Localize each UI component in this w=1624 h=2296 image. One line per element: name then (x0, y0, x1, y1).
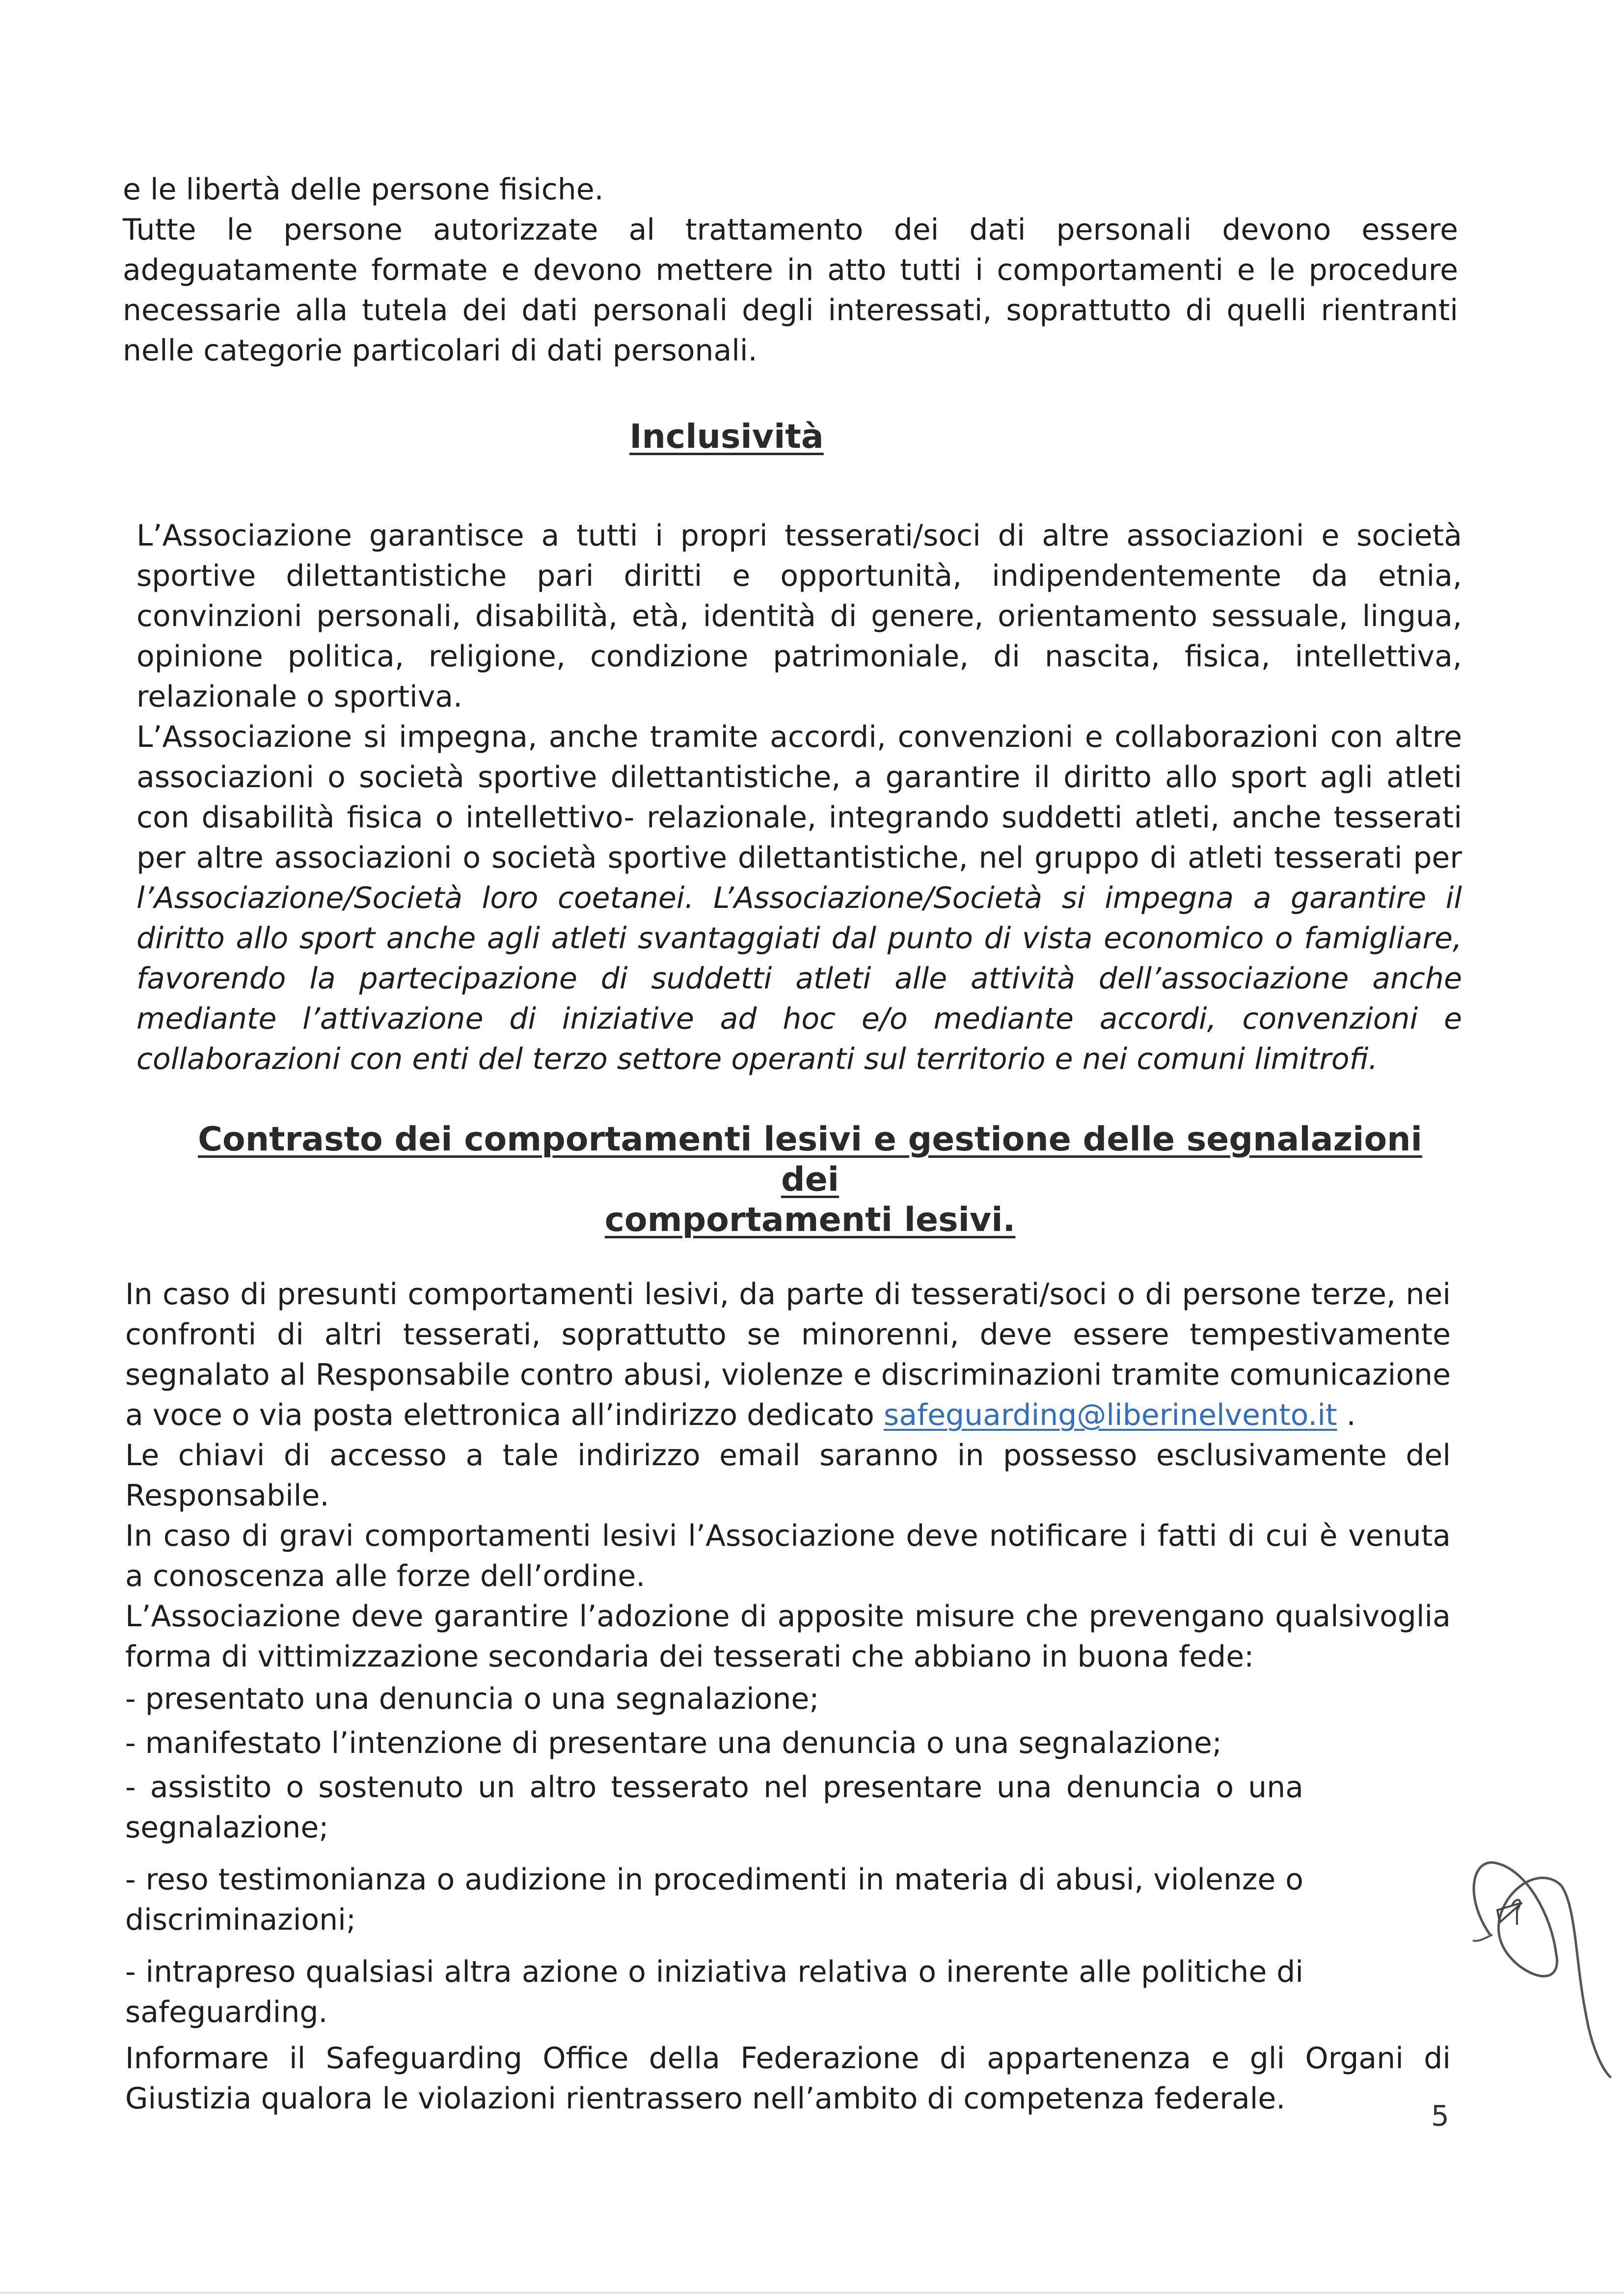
scan-edge (0, 2292, 1624, 2294)
closing-paragraph: Informare il Safeguarding Office della Federazione di appartenenza e gli Organi di Giustizia qualora le violazioni rientrassero nell’ambito di competenza federale. (125, 2041, 1451, 2116)
list-item: - intrapreso qualsiasi altra azione o iniziativa relativa o inerente alle politiche di safeguarding. (125, 1955, 1303, 2029)
list-item: - presentato una denuncia o una segnalazione; (125, 1682, 819, 1716)
intro-section (123, 169, 1458, 371)
contrasto-paragraph-1-end: . (1337, 1398, 1356, 1432)
vittimizzazione-list (125, 1679, 1303, 2032)
heading-contrasto-line-2: comportamenti lesivi. (604, 1201, 1016, 1239)
inclusivita-paragraph-2-regular: L’Associazione si impegna, anche tramite accordi, convenzioni e collaborazioni con altre associazioni o società sportive dilettantistiche, a garantire il diritto allo sport agli atleti con disabilità fisica o intellettivo- relazionale, integrando suddetti atleti, anche tesserati per altre associazioni o società sportive dilettantistiche, nel gruppo di atleti tesserati per (136, 720, 1462, 875)
intro-paragraph: Tutte le persone autorizzate al trattamento dei dati personali devono essere adeguatamente formate e devono mettere in atto tutti i comportamenti e le procedure necessarie alla tutela dei dati personali degli interessati, soprattutto di quelli rientranti nelle categorie particolari di dati personali. (123, 213, 1458, 368)
inclusivita-paragraph-1: L’Associazione garantisce a tutti i propri tesserati/soci di altre associazioni e società sportive dilettantistiche pari diritti e opportunità, indipendentemente da etnia, convinzioni personali, disabilità, età, identità di genere, orientamento sessuale, lingua, opinione politica, religione, condizione patrimoniale, di nascita, fisica, intellettiva, relazionale o sportiva. (136, 519, 1462, 714)
contrasto-paragraph-4: L’Associazione deve garantire l’adozione di apposite misure che prevengano qualsivoglia forma di vittimizzazione secondaria dei tesserati che abbiano in buona fede: (125, 1599, 1451, 1674)
handwritten-signature (1443, 1836, 1620, 2160)
page-number: 5 (1431, 2099, 1449, 2132)
contrasto-paragraph-1-text: In caso di presunti comportamenti lesivi, da parte di tesserati/soci o di persone terze, nei confronti di altri tesserati, soprattutto se minorenni, deve essere tempestivamente segnalato al Responsabile contro abusi, violenze e discriminazioni tramite comunicazione a voce o via posta elettronica all’indirizzo dedicato (125, 1277, 1451, 1432)
list-item: - assistito o sostenuto un altro tesserato nel presentare una denuncia o una segnalazione; (125, 1770, 1303, 1845)
safeguarding-email-link[interactable]: safeguarding@liberinelvento.it (883, 1398, 1337, 1432)
contrasto-paragraph-2: Le chiavi di accesso a tale indirizzo email saranno in possesso esclusivamente del Responsabile. (125, 1438, 1451, 1513)
heading-contrasto (167, 1120, 1453, 1240)
list-item: - manifestato l’intenzione di presentare una denuncia o una segnalazione; (125, 1726, 1222, 1760)
inclusivita-paragraph-2 (136, 717, 1462, 1079)
intro-line: e le libertà delle persone fisiche. (123, 172, 604, 207)
inclusivita-section (136, 516, 1462, 1079)
heading-inclusivita: Inclusività (629, 417, 824, 456)
contrasto-paragraph-1 (125, 1274, 1451, 1435)
contrasto-paragraph-3: In caso di gravi comportamenti lesivi l’Associazione deve notificare i fatti di cui è venuta a conoscenza alle forze dell’ordine. (125, 1519, 1451, 1593)
contrasto-section (125, 1274, 1451, 2119)
inclusivita-paragraph-2-italic: l’Associazione/Società loro coetanei. L’Associazione/Società si impegna a garantire il diritto allo sport anche agli atleti svantaggiati dal punto di vista economico o famigliare, favorendo la partecipazione di suddetti atleti alle attività dell’associazione anche mediante l’attivazione di iniziative ad hoc e/o mediante accordi, convenzioni e collaborazioni con enti del terzo settore operanti sul territorio e nei comuni limitrofi. (136, 881, 1462, 1076)
heading-contrasto-line-1: Contrasto dei comportamenti lesivi e gestione delle segnalazioni dei (198, 1120, 1422, 1199)
list-item: - reso testimonianza o audizione in procedimenti in materia di abusi, violenze o discriminazioni; (125, 1862, 1303, 1937)
